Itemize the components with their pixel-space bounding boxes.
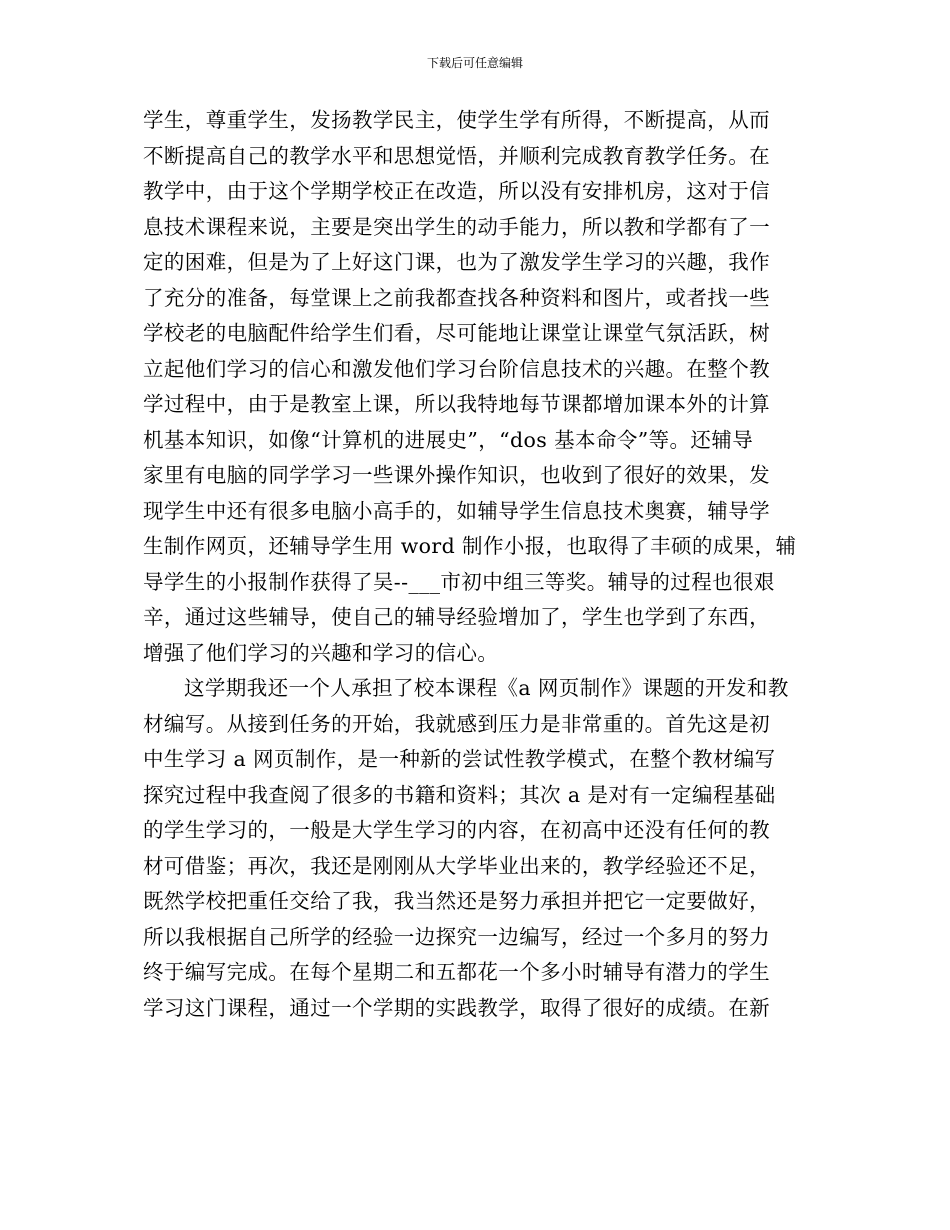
text-line: 增强了他们学习的兴趣和学习的信心。 xyxy=(143,640,499,665)
paragraph-1 xyxy=(143,103,811,671)
text-line: 材可借鉴；再次，我还是刚刚从大学毕业出来的，教学经验还不足， xyxy=(143,853,770,878)
text-line: 导学生的小报制作获得了吴--___市初中组三等奖。辅导的过程也很艰 xyxy=(143,569,775,594)
text-line: 息技术课程来说，主要是突出学生的动手能力，所以教和学都有了一 xyxy=(143,214,770,239)
text-line: 所以我根据自己所学的经验一边探究一边编写，经过一个多月的努力 xyxy=(143,924,770,949)
text-line: 不断提高自己的教学水平和思想觉悟，并顺利完成教育教学任务。在 xyxy=(143,143,770,168)
text-line: 学校老的电脑配件给学生们看，尽可能地让课堂让课堂气氛活跃，树 xyxy=(143,321,770,345)
text-line: 材编写。从接到任务的开始，我就感到压力是非常重的。首先这是初 xyxy=(143,711,770,736)
text-line: 现学生中还有很多电脑小高手的，如辅导学生信息技术奥赛，辅导学 xyxy=(143,498,770,523)
text-line: 辛，通过这些辅导，使自己的辅导经验增加了，学生也学到了东西， xyxy=(143,605,770,629)
text-line: 学生，尊重学生，发扬教学民主，使学生学有所得，不断提高，从而 xyxy=(143,108,770,132)
text-line: 终于编写完成。在每个星期二和五都花一个多小时辅导有潜力的学生 xyxy=(143,960,770,984)
text-line: 了充分的准备，每堂课上之前我都查找各种资料和图片，或者找一些 xyxy=(143,285,770,310)
text-line: 教学中，由于这个学期学校正在改造，所以没有安排机房，这对于信 xyxy=(143,179,770,203)
text-line: 中生学习 a 网页制作，是一种新的尝试性教学模式，在整个教材编写 xyxy=(143,747,776,771)
text-line: 立起他们学习的信心和激发他们学习台阶信息技术的兴趣。在整个教 xyxy=(143,356,770,381)
paragraph-2 xyxy=(143,671,811,1026)
text-line: 家里有电脑的同学学习一些课外操作知识，也收到了很好的效果，发 xyxy=(143,463,770,487)
text-line: 生制作网页，还辅导学生用 word 制作小报，也取得了丰硕的成果，辅 xyxy=(143,534,797,558)
text-line: 学过程中，由于是教室上课，所以我特地每节课都增加课本外的计算 xyxy=(143,392,770,416)
text-line: 的学生学习的，一般是大学生学习的内容，在初高中还没有任何的教 xyxy=(143,818,770,842)
text-line: 学习这门课程，通过一个学期的实践教学，取得了很好的成绩。在新 xyxy=(143,995,770,1020)
text-line: 定的困难，但是为了上好这门课，也为了激发学生学习的兴趣，我作 xyxy=(143,250,770,274)
text-line: 探究过程中我查阅了很多的书籍和资料；其次 a 是对有一定编程基础 xyxy=(143,782,776,807)
page-header: 下载后可任意编辑 xyxy=(426,56,523,70)
text-line: 既然学校把重任交给了我，我当然还是努力承担并把它一定要做好， xyxy=(143,889,770,913)
text-line-indented: 这学期我还一个人承担了校本课程《a 网页制作》课题的开发和教 xyxy=(184,676,789,700)
text-line: 机基本知识，如像“计算机的进展史”，“dos 基本命令”等。还辅导 xyxy=(143,427,754,452)
document-body xyxy=(143,103,811,1026)
